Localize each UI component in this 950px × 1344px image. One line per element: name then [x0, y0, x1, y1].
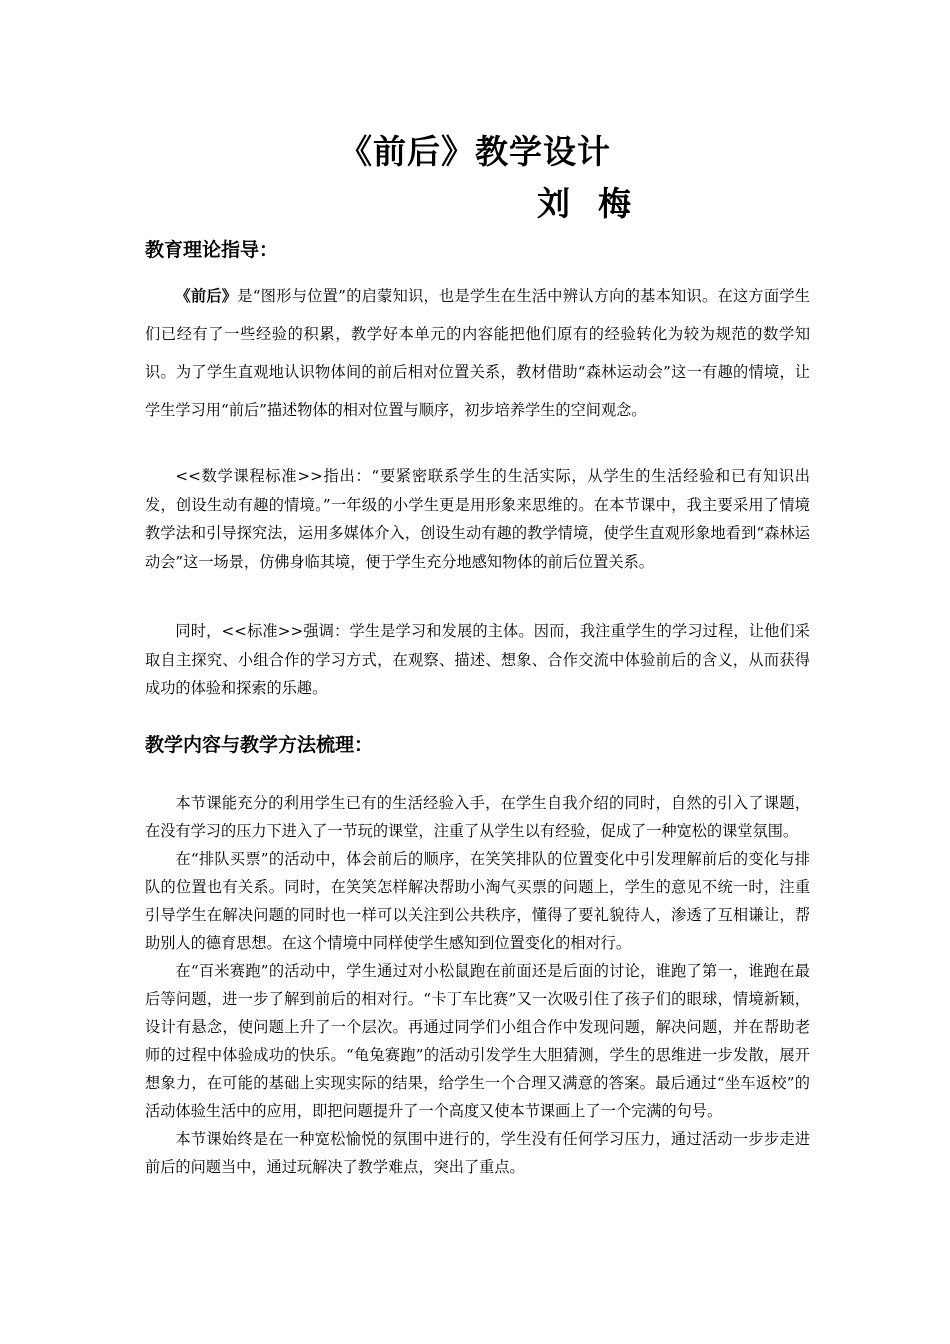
theory-paragraph-1	[145, 277, 810, 429]
theory-paragraph-2-text: <<数学课程标准>>指出：“要紧密联系学生的生活实际，从学生的生活经验和已有知识出发，创设生动有趣的情境。”一年级的小学生更是用形象来思维的。在本节课中，我主要采用了情境教学法和引导探究法，运用多媒体介入，创设生动有趣的教学情境，使学生直观形象地看到“森林运动会”这一场景，仿佛身临其境，便于学生充分地感知物体的前后位置关系。	[145, 467, 810, 571]
methods-paragraphs	[145, 789, 810, 1181]
methods-paragraph-3: 在“百米赛跑”的活动中，学生通过对小松鼠跑在前面还是后面的讨论，谁跑了第一，谁跑在最后等问题，进一步了解到前后的相对行。“卡丁车比赛”又一次吸引住了孩子们的眼球，情境新颖，设计有悬念，使问题上升了一个层次。再通过同学们小组合作中发现问题，解决问题，并在帮助老师的过程中体验成功的快乐。“龟兔赛跑”的活动引发学生大胆猜测，学生的思维进一步发散，展开想象力，在可能的基础上实现实际的结果，给学生一个合理又满意的答案。最后通过“坐车返校”的活动体验生活中的应用，即把问题提升了一个高度又使本节课画上了一个完满的句号。	[145, 962, 810, 1120]
book-title: 《前后》	[175, 287, 238, 305]
section-heading-methods: 教学内容与教学方法梳理：	[145, 734, 374, 756]
methods-paragraph-1: 本节课能充分的利用学生已有的生活经验入手，在学生自我介绍的同时，自然的引入了课题，在没有学习的压力下进入了一节玩的课堂，注重了从学生以有经验，促成了一种宽松的课堂氛围。	[145, 794, 810, 840]
document-title: 《前后》教学设计	[339, 132, 611, 171]
section-heading-theory: 教育理论指导：	[145, 239, 279, 261]
theory-paragraph-3	[145, 617, 810, 703]
author-name: 刘梅	[537, 184, 659, 223]
methods-paragraph-4: 本节课始终是在一种宽松愉悦的氛围中进行的，学生没有任何学习压力，通过活动一步步走进前后的问题当中，通过玩解决了教学难点，突出了重点。	[145, 1130, 810, 1176]
theory-paragraph-3-text: 同时，<<标准>>强调：学生是学习和发展的主体。因而，我注重学生的学习过程，让他们采取自主探究、小组合作的学习方式，在观察、描述、想象、合作交流中体验前后的含义，从而获得成功的体验和探索的乐趣。	[145, 622, 810, 697]
theory-paragraph-1-text: 是“图形与位置”的启蒙知识，也是学生在生活中辨认方向的基本知识。在这方面学生们已经有了一些经验的积累，教学好本单元的内容能把他们原有的经验转化为较为规范的数学知识。为了学生直观地认识物体间的前后相对位置关系，教材借助“森林运动会”这一有趣的情境，让学生学习用“前后”描述物体的相对位置与顺序，初步培养学生的空间观念。	[145, 287, 811, 419]
methods-paragraph-2: 在“排队买票”的活动中，体会前后的顺序，在笑笑排队的位置变化中引发理解前后的变化与排队的位置也有关系。同时，在笑笑怎样解决帮助小淘气买票的问题上，学生的意见不统一时，注重引导学生在解决问题的同时也一样可以关注到公共秩序，懂得了要礼貌待人，渗透了互相谦让，帮助别人的德育思想。在这个情境中同样使学生感知到位置变化的相对行。	[145, 850, 810, 952]
theory-paragraph-2	[145, 462, 810, 576]
